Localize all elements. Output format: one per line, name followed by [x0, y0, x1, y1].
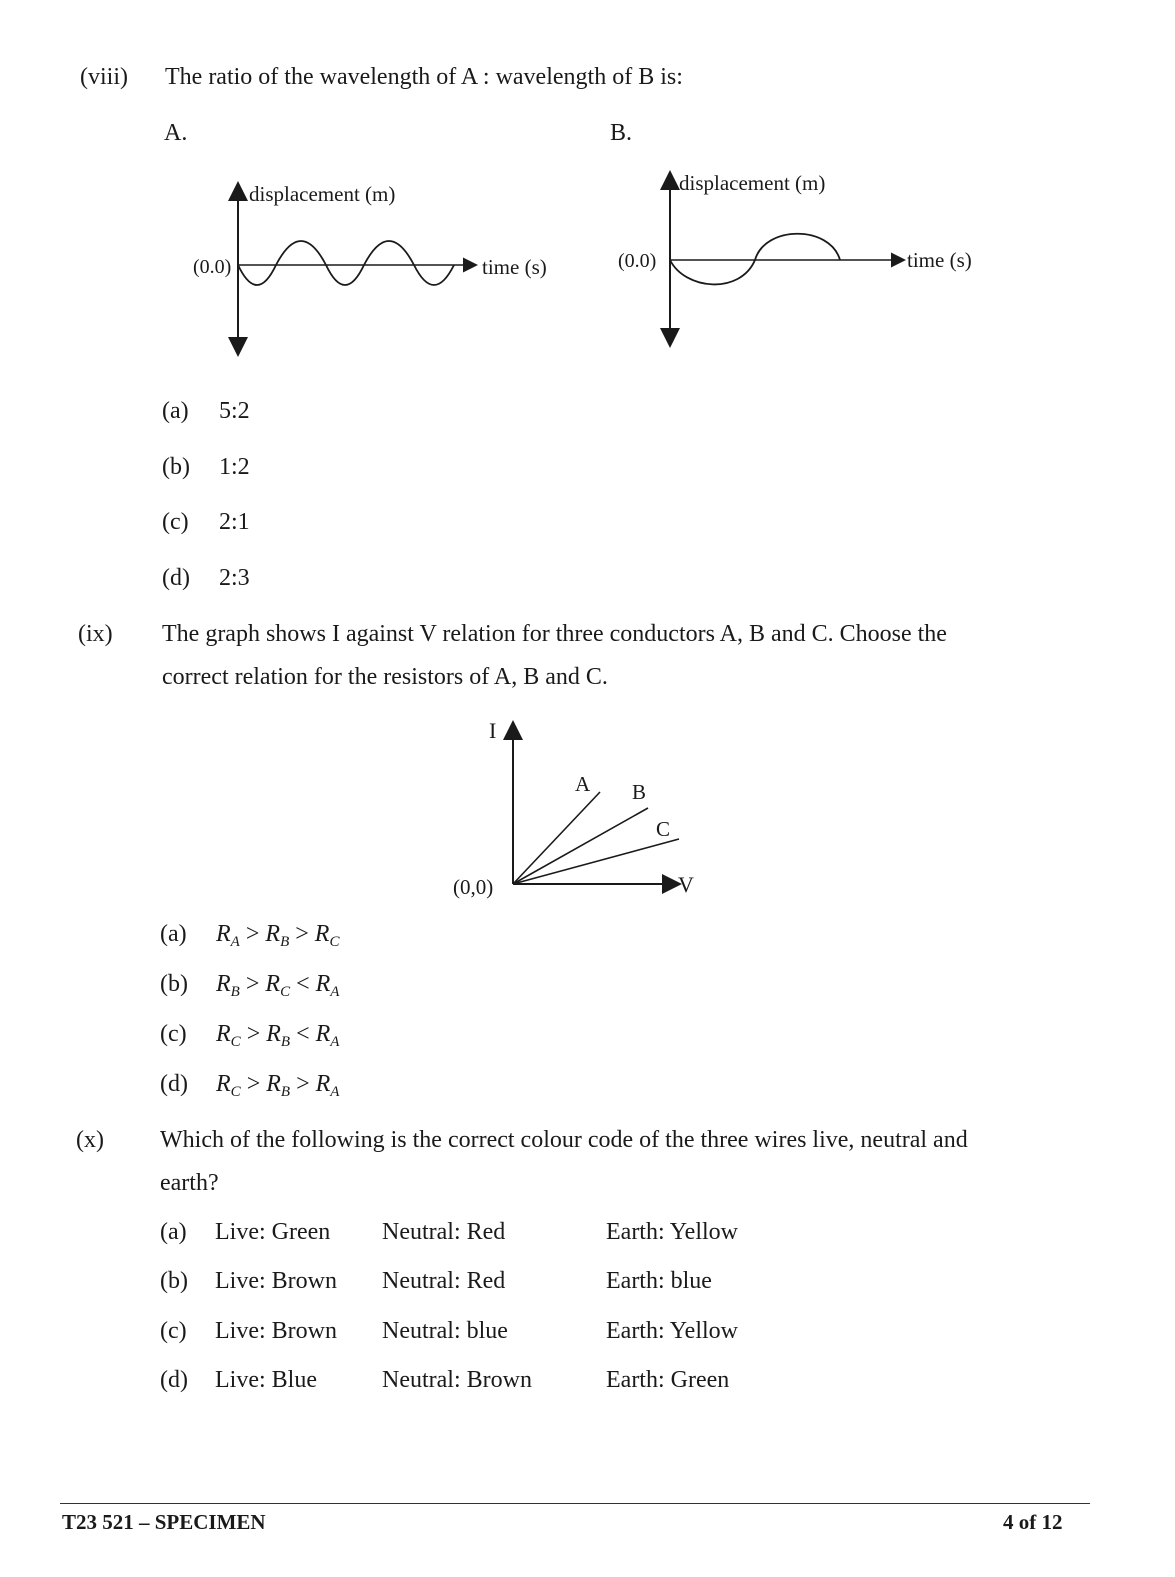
origin-label: (0.0): [193, 256, 232, 278]
line-a: [513, 792, 600, 884]
option-value: 2:1: [219, 509, 250, 535]
graph-b-label: B.: [610, 120, 633, 146]
option-letter: (b): [162, 454, 190, 480]
option-neutral: Neutral: Red: [382, 1219, 506, 1245]
wave-graph-a: [185, 165, 565, 365]
line-a-label: A: [575, 772, 591, 796]
x-axis-label: time (s): [482, 255, 547, 279]
iv-graph: [445, 712, 715, 907]
option-live: Live: Green: [215, 1219, 331, 1245]
line-c-label: C: [656, 817, 671, 841]
v-axis-label: V: [678, 872, 694, 897]
origin-label: (0.0): [618, 250, 657, 272]
option-earth: Earth: Yellow: [606, 1318, 738, 1344]
question-number: (x): [76, 1127, 104, 1153]
footer-code: T23 521 – SPECIMEN: [62, 1510, 266, 1534]
option-value: 2:3: [219, 565, 250, 591]
line-b-label: B: [632, 780, 647, 804]
option-letter: (a): [162, 398, 189, 424]
line-c: [513, 839, 679, 884]
option-relation: $R_A > R_B > R_C$: [216, 921, 340, 950]
page-number: 4 of 12: [1003, 1510, 1063, 1534]
wave-b: [670, 234, 840, 285]
option-relation: $R_C > R_B < R_A$: [216, 1021, 340, 1050]
option-neutral: Neutral: Red: [382, 1268, 506, 1294]
option-letter: (d): [160, 1367, 188, 1393]
x-axis-label: time (s): [907, 248, 972, 272]
option-letter: (d): [162, 565, 190, 591]
option-letter: (a): [160, 1219, 187, 1245]
option-letter: (d): [160, 1071, 188, 1097]
option-neutral: Neutral: Brown: [382, 1367, 532, 1393]
option-earth: Earth: Green: [606, 1367, 730, 1393]
option-earth: Earth: Yellow: [606, 1219, 738, 1245]
question-number: (ix): [78, 621, 113, 647]
i-axis-label: I: [489, 718, 497, 743]
question-text-line2: earth?: [160, 1170, 219, 1196]
question-number: (viii): [80, 64, 128, 90]
line-b: [513, 808, 648, 884]
option-value: 1:2: [219, 454, 250, 480]
option-live: Live: Blue: [215, 1367, 317, 1393]
option-relation: $R_C > R_B > R_A$: [216, 1071, 340, 1100]
option-earth: Earth: blue: [606, 1268, 712, 1294]
option-live: Live: Brown: [215, 1268, 337, 1294]
option-letter: (b): [160, 971, 188, 997]
option-live: Live: Brown: [215, 1318, 337, 1344]
origin-label: (0,0): [453, 875, 494, 899]
question-text: The ratio of the wavelength of A : wavelength of B is:: [165, 64, 683, 90]
wave-graph-b: [615, 160, 995, 360]
option-letter: (c): [160, 1318, 187, 1344]
option-letter: (a): [160, 921, 187, 947]
wave-a: [238, 241, 454, 285]
footer-divider: [60, 1503, 1090, 1504]
option-letter: (b): [160, 1268, 188, 1294]
option-neutral: Neutral: blue: [382, 1318, 508, 1344]
option-letter: (c): [160, 1021, 187, 1047]
option-value: 5:2: [219, 398, 250, 424]
question-text-line2: correct relation for the resistors of A, B and C.: [162, 664, 608, 690]
y-axis-label: displacement (m): [679, 171, 826, 195]
y-axis-label: displacement (m): [249, 182, 396, 206]
option-letter: (c): [162, 509, 189, 535]
option-relation: $R_B > R_C < R_A$: [216, 971, 340, 1000]
graph-a-label: A.: [164, 120, 188, 146]
question-text-line1: The graph shows I against V relation for three conductors A, B and C. Choose the: [162, 621, 947, 647]
question-text-line1: Which of the following is the correct colour code of the three wires live, neutral and: [160, 1127, 968, 1153]
